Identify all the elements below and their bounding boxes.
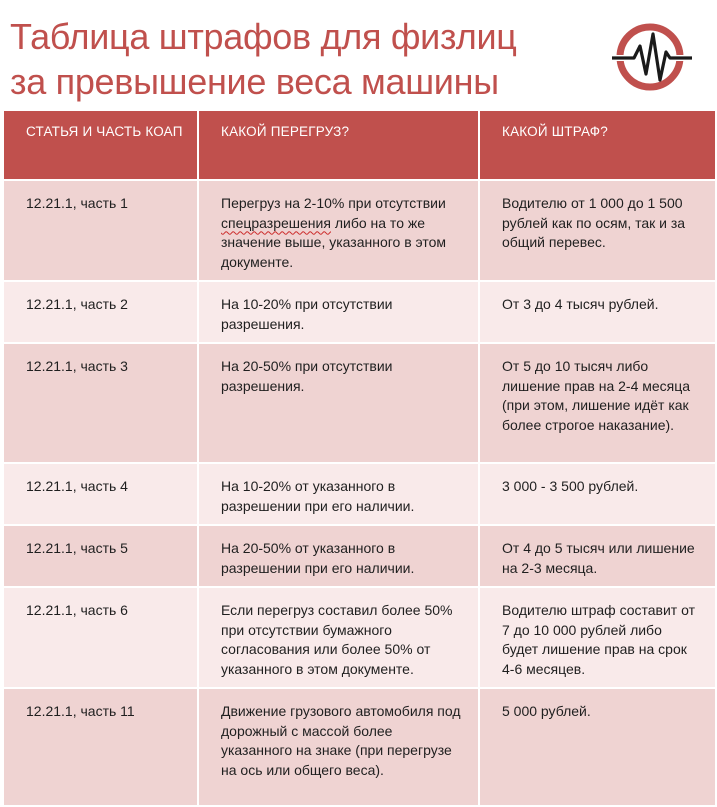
table-row (3, 180, 716, 281)
cell-overload: На 20-50% от указанного в разрешении при его наличии. (198, 525, 479, 587)
header-fine: КАКОЙ ШТРАФ? (479, 110, 716, 180)
cell-fine: От 3 до 4 тысяч рублей. (479, 281, 716, 343)
cell-overload: На 10-20% от указанного в разрешении при его наличии. (198, 463, 479, 525)
heartbeat-circle-icon (612, 22, 692, 92)
cell-overload: На 20-50% при отсутствии разрешения. (198, 343, 479, 463)
table-header-row (3, 110, 716, 180)
table-row (3, 525, 716, 587)
header-article: СТАТЬЯ И ЧАСТЬ КОАП (3, 110, 198, 180)
cell-fine: От 5 до 10 тысяч либо лишение прав на 2-4 месяца (при этом, лишение идёт как более строгое наказание). (479, 343, 716, 463)
cell-fine: Водителю от 1 000 до 1 500 рублей как по осям, так и за общий перевес. (479, 180, 716, 281)
cell-article: 12.21.1, часть 5 (3, 525, 198, 587)
cell-article: 12.21.1, часть 2 (3, 281, 198, 343)
cell-article: 12.21.1, часть 11 (3, 688, 198, 806)
cell-fine: 5 000 рублей. (479, 688, 716, 806)
table-row (3, 587, 716, 688)
cell-article: 12.21.1, часть 4 (3, 463, 198, 525)
table-row (3, 688, 716, 806)
table-row (3, 463, 716, 525)
cell-fine: От 4 до 5 тысяч или лишение на 2-3 месяца. (479, 525, 716, 587)
header-overload: КАКОЙ ПЕРЕГРУЗ? (198, 110, 479, 180)
cell-fine: 3 000 - 3 500 рублей. (479, 463, 716, 525)
cell-overload: Перегруз на 2-10% при отсутствии спецразрешения либо на то же значение выше, указанного в этом документе. (198, 180, 479, 281)
table-row (3, 281, 716, 343)
cell-article: 12.21.1, часть 1 (3, 180, 198, 281)
cell-overload: Если перегруз составил более 50% при отсутствии бумажного согласования или более 50% от указанного в этом документе. (198, 587, 479, 688)
fines-table (2, 109, 717, 807)
cell-fine: Водителю штраф составит от 7 до 10 000 рублей либо будет лишение прав на срок 4-6 месяцев. (479, 587, 716, 688)
spellcheck-word: спецразрешения (221, 214, 331, 231)
cell-overload: На 10-20% при отсутствии разрешения. (198, 281, 479, 343)
title-line-2: за превышение веса машины (10, 61, 499, 102)
table-row (3, 343, 716, 463)
cell-article: 12.21.1, часть 6 (3, 587, 198, 688)
title-line-1: Таблица штрафов для физлиц (10, 16, 517, 57)
cell-article: 12.21.1, часть 3 (3, 343, 198, 463)
page-title (10, 14, 590, 104)
cell-overload: Движение грузового автомобиля под дорожный с массой более указанного на знаке (при перегрузе на ось или общего веса). (198, 688, 479, 806)
